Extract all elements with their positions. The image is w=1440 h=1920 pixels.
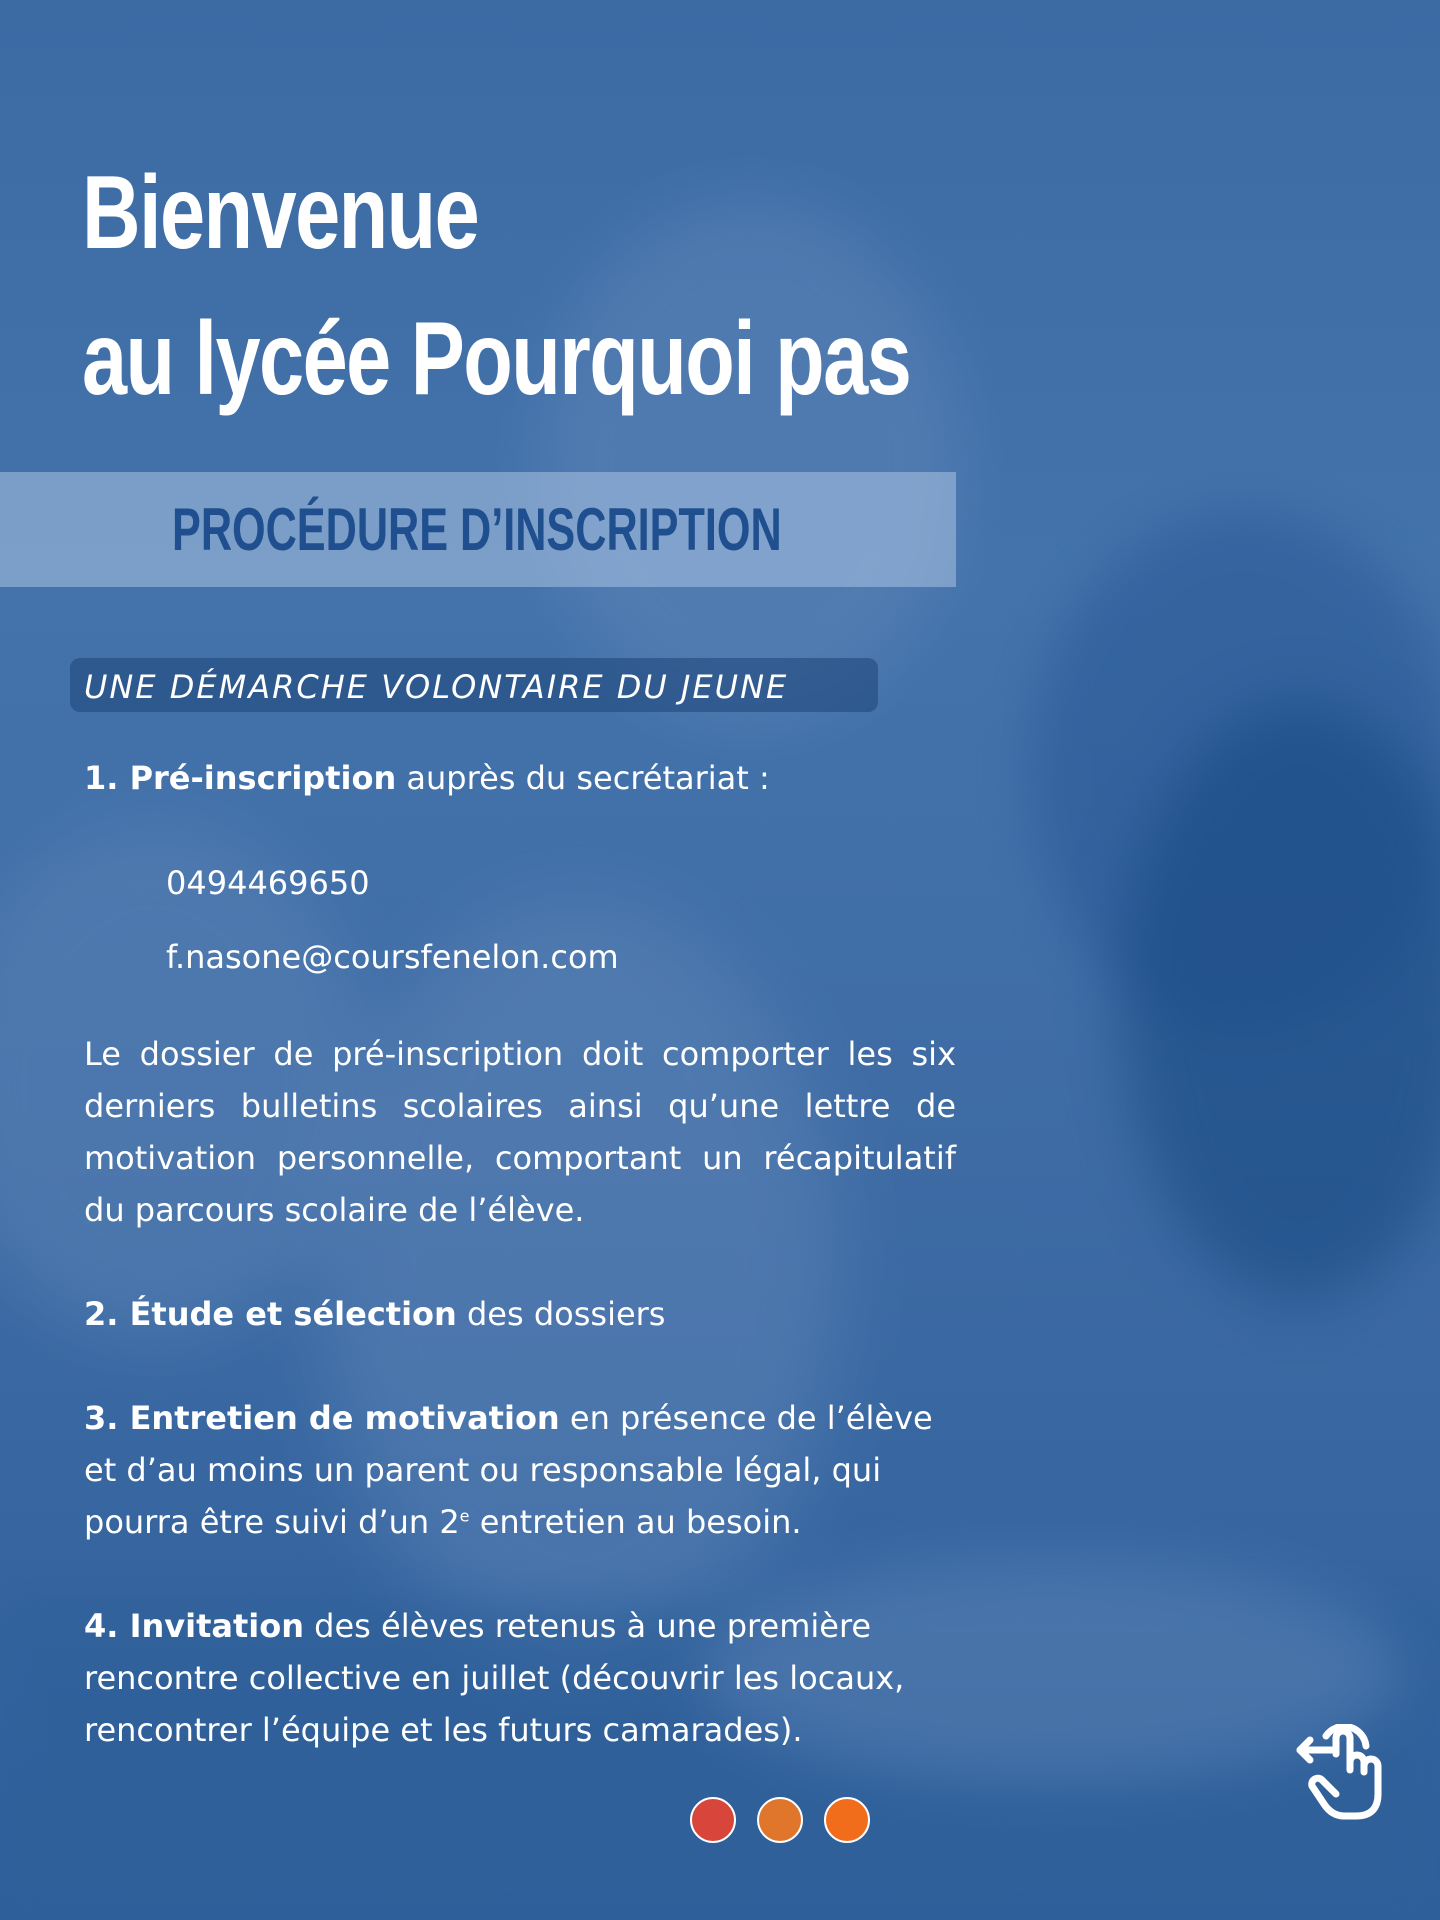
step-3-label: 3. Entretien de motivation (84, 1399, 560, 1437)
page-dot-2[interactable] (757, 1797, 803, 1843)
page-title (82, 140, 910, 432)
dossier-paragraph: Le dossier de pré-inscription doit comporter les six derniers bulletins scolaires ainsi qu’une lettre de motivation personnelle, comportant un récapitulatif du parcours scolaire de l’élève. (84, 1035, 956, 1229)
title-line-2: au lycée Pourquoi pas (82, 301, 911, 417)
section-heading: PROCÉDURE D’INSCRIPTION (172, 496, 782, 563)
step-3 (84, 1392, 956, 1548)
swipe-hand-icon[interactable] (1292, 1724, 1392, 1824)
step-3-text: en présence de l’élève et d’au moins un parent ou responsable légal, qui pourra être suivi d’un 2 (84, 1399, 933, 1541)
step-1-label: 1. Pré-inscription (84, 759, 397, 797)
title-line-1: Bienvenue (82, 155, 479, 271)
step-4-label: 4. Invitation (84, 1607, 304, 1645)
page-indicator (690, 1797, 870, 1843)
subheading-tag (70, 658, 878, 712)
page-dot-3[interactable] (824, 1797, 870, 1843)
step-2-text: des dossiers (456, 1295, 666, 1333)
step-4-text: des élèves retenus à une première rencontre collective en juillet (découvrir les locaux, rencontrer l’équipe et les futurs camarades). (84, 1607, 905, 1749)
procedure-content (84, 752, 956, 1808)
page-dot-1[interactable] (690, 1797, 736, 1843)
step-2 (84, 1288, 956, 1340)
contact-phone[interactable]: 0494469650 (166, 864, 370, 902)
step-1 (84, 752, 956, 804)
subheading-text: UNE DÉMARCHE VOLONTAIRE DU JEUNE (84, 668, 789, 706)
step-3-text-end: entretien au besoin. (469, 1503, 802, 1541)
step-1-text: auprès du secrétariat : (396, 759, 770, 797)
section-band (0, 472, 956, 587)
step-3-superscript: e (459, 1506, 470, 1526)
contact-email[interactable]: f.nasone@coursfenelon.com (166, 938, 619, 976)
step-4 (84, 1600, 956, 1756)
step-2-label: 2. Étude et sélection (84, 1295, 457, 1333)
